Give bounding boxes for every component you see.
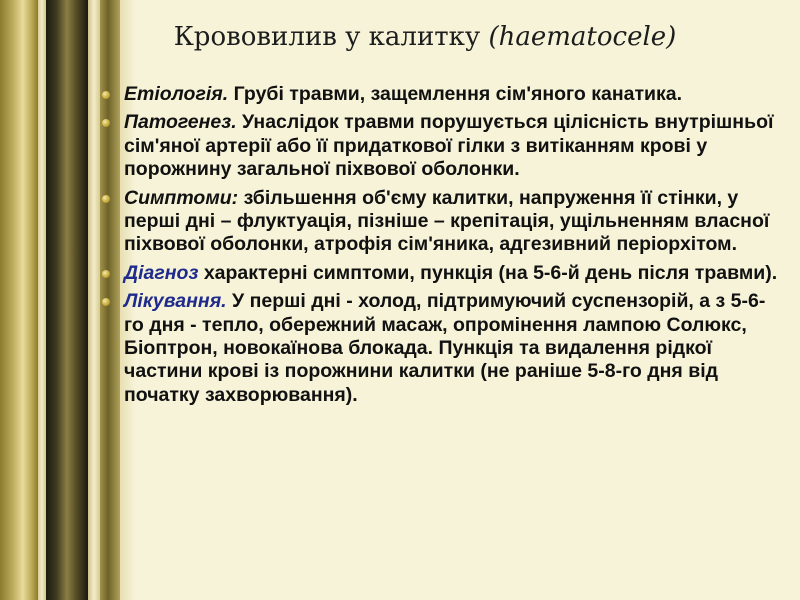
item-heading: Діагноз bbox=[124, 261, 199, 284]
item-heading: Симптоми: bbox=[124, 186, 239, 209]
decor-bar bbox=[88, 0, 100, 600]
title-main: Крововилив у калитку bbox=[173, 22, 481, 52]
bullet-icon bbox=[102, 195, 110, 203]
bullet-icon bbox=[102, 119, 110, 127]
decor-bar bbox=[38, 0, 46, 600]
item-heading: Патогенез. bbox=[124, 111, 237, 134]
item-text: Унаслідок травми порушується цілісність внутрішньої сім'яної артерії або її придаткової гілки з витіканням крові у порожнину загальної піхвової оболонки. bbox=[124, 111, 774, 181]
list-item-symptoms bbox=[102, 187, 782, 257]
list-item-pathogenesis bbox=[102, 111, 782, 181]
list-item-etiology bbox=[102, 83, 782, 106]
item-heading: Етіологія. bbox=[124, 83, 229, 105]
item-text: У перші дні - холод, підтримуючий суспензорій, а з 5-6-го дня - тепло, обережний масаж, опромінення лампою Солюкс, Біоптрон, новокаїнова блокада. Пункція та видалення рідкої частини крові із порожнини калитки (не раніше 5-8-го дня від початку захворювання). bbox=[124, 290, 766, 406]
decor-bar bbox=[46, 0, 88, 600]
item-text: характерні симптоми, пункція (на 5-6-й день після травми). bbox=[198, 261, 778, 284]
item-text: збільшення об'єму калитки, напруження її стінки, у перші дні – флуктуація, пізніше – крепітація, ущільненням власної піхвової оболонки, атрофія сім'яника, адгезивний періорхітом. bbox=[124, 186, 770, 256]
title-latin: (haematocele) bbox=[488, 22, 677, 52]
bullet-list bbox=[102, 83, 782, 412]
list-item-treatment bbox=[102, 290, 782, 407]
decor-bar bbox=[0, 0, 38, 600]
bullet-icon bbox=[102, 298, 110, 306]
bullet-icon bbox=[102, 91, 110, 99]
item-heading: Лікування. bbox=[124, 290, 227, 313]
bullet-icon bbox=[102, 270, 110, 278]
list-item-diagnosis bbox=[102, 262, 782, 285]
slide-title bbox=[0, 22, 800, 52]
item-text: Грубі травми, защемлення сім'яного канатика. bbox=[228, 83, 683, 105]
